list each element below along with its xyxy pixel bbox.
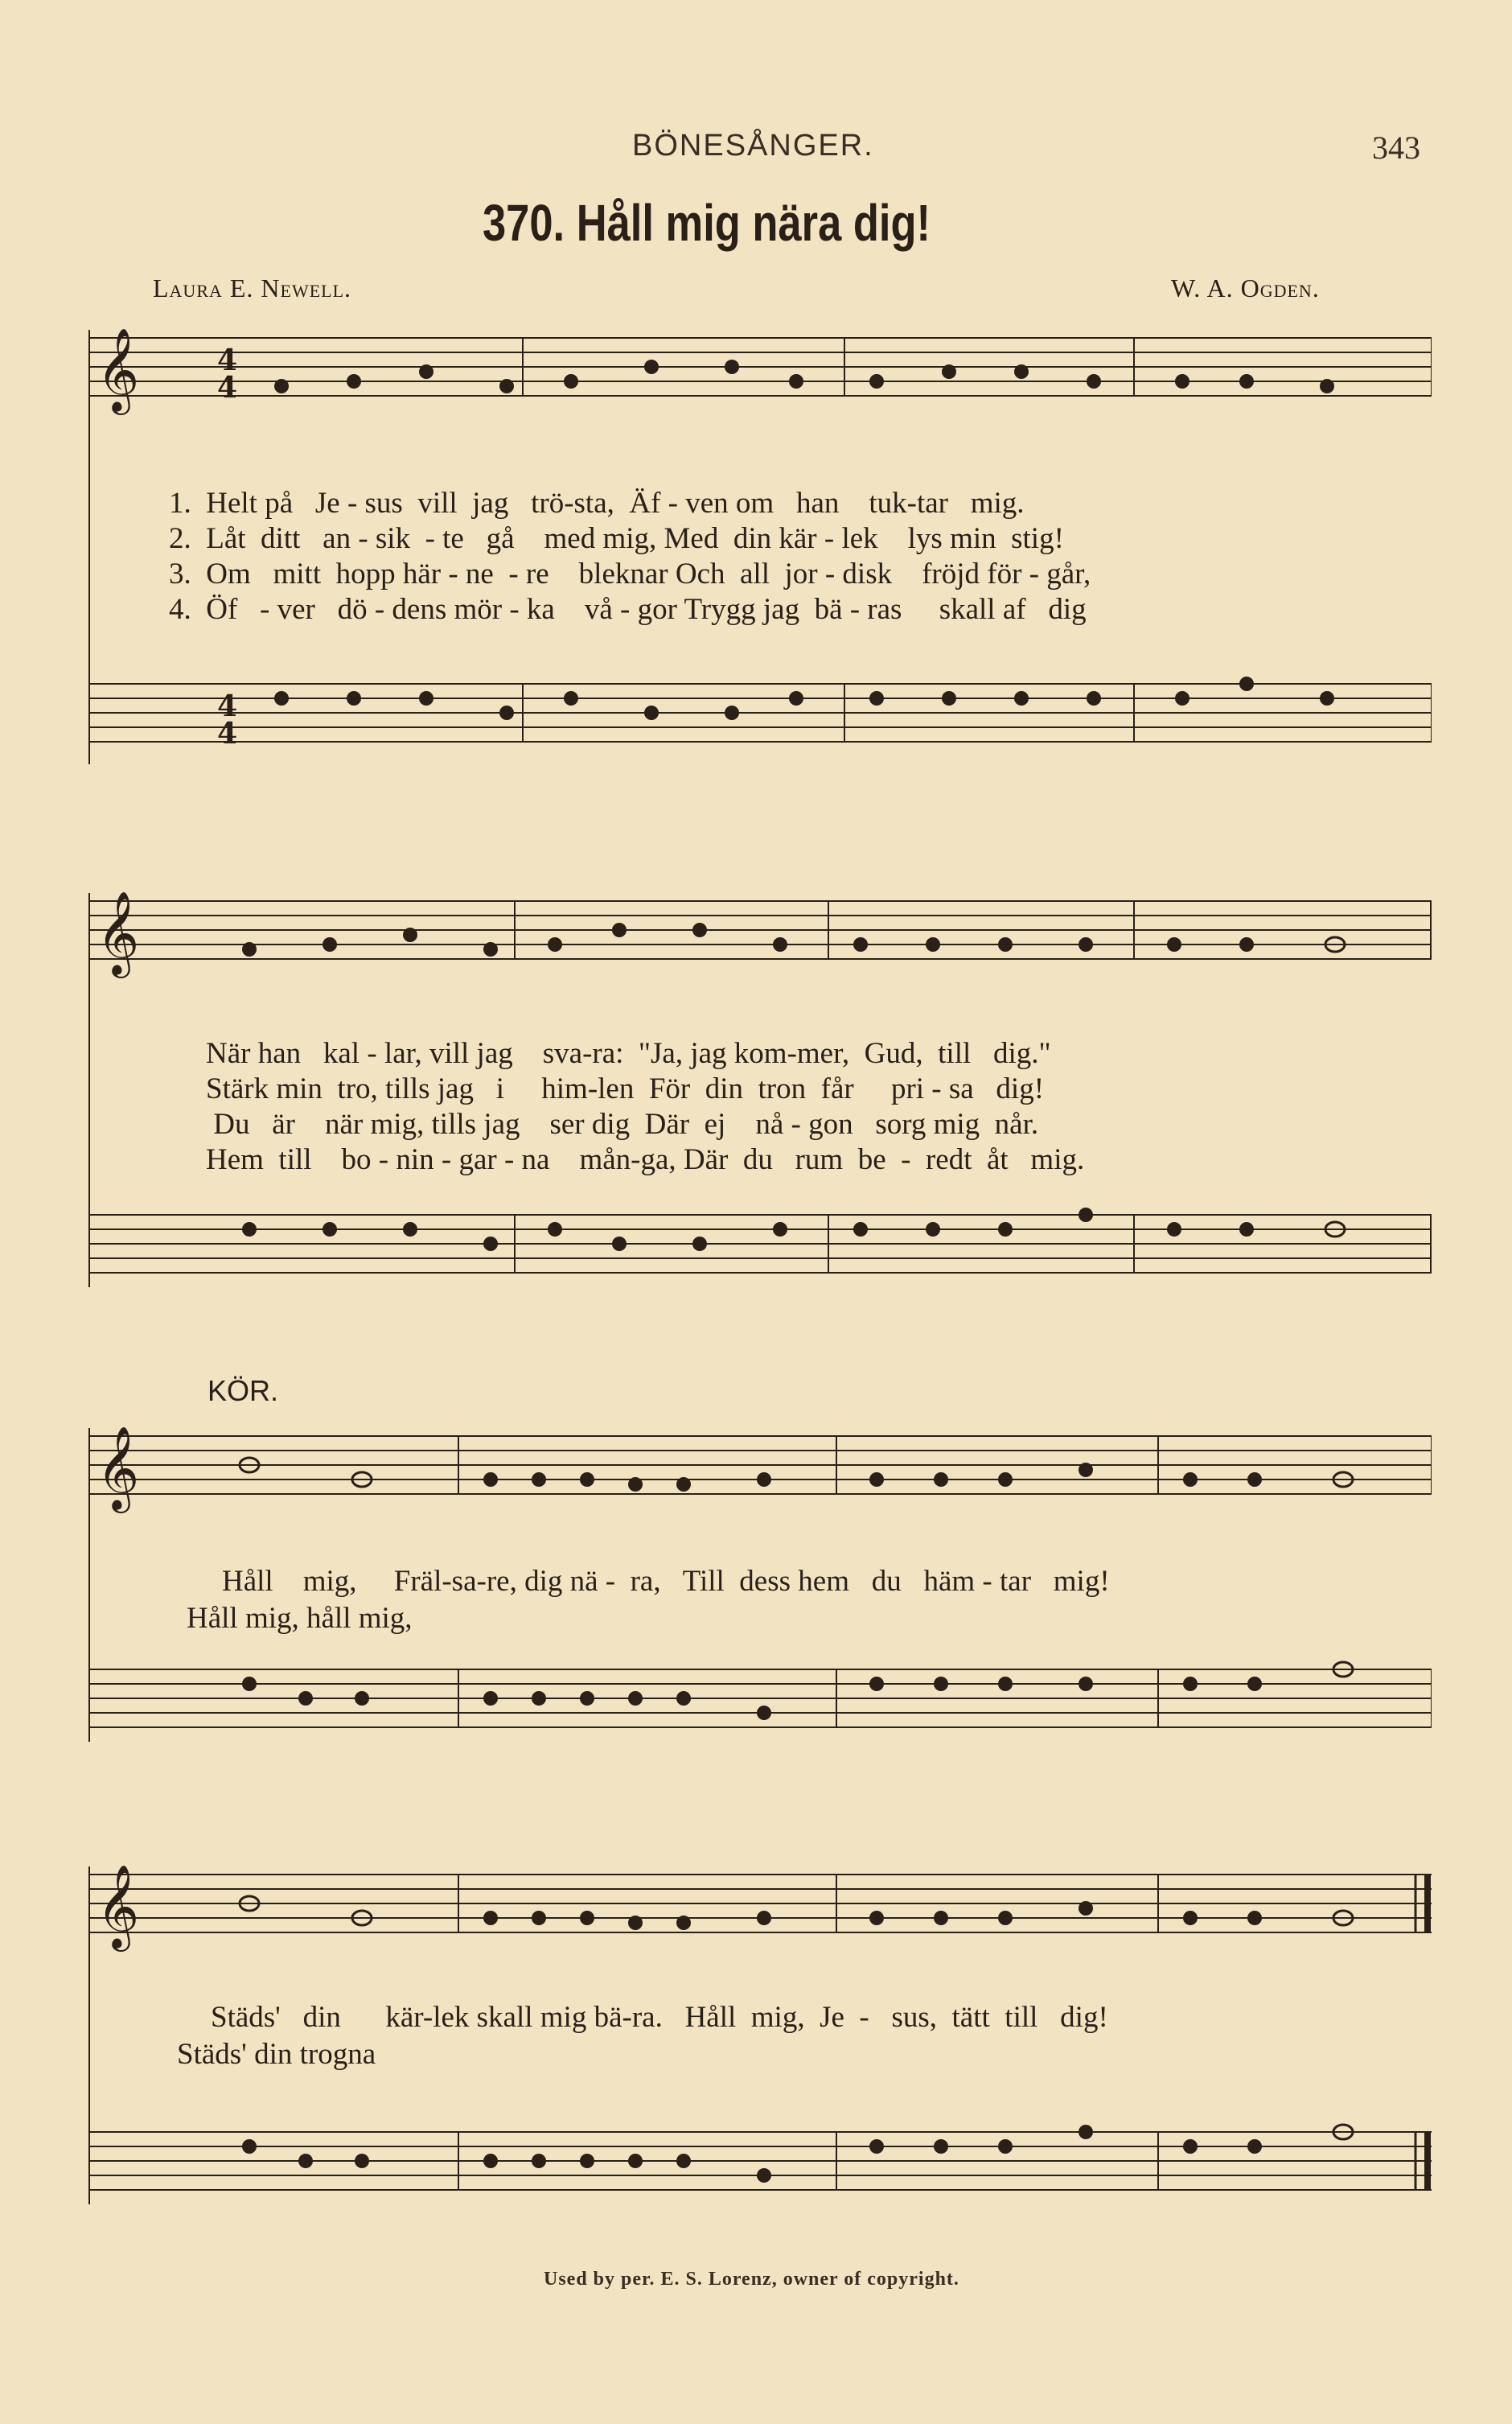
svg-text:𝄞: 𝄞 bbox=[97, 1864, 140, 1949]
section-header: BÖNESÅNGER. bbox=[632, 129, 874, 163]
hymn-title: 370. Håll mig nära dig! bbox=[483, 194, 931, 252]
chorus-label: KÖR. bbox=[207, 1374, 279, 1407]
svg-text:𝄞: 𝄞 bbox=[97, 891, 140, 975]
composer-credit: W. A. Ogden. bbox=[1171, 274, 1320, 302]
svg-text:4: 4 bbox=[217, 344, 238, 377]
chorus-line-1: Håll mig, Fräl-sa-re, dig nä - ra, Till dess hem du häm - tar mig! bbox=[222, 1565, 1110, 1598]
verse-1-line-1: 1. Helt på Je - sus vill jag trö-sta, Äf - ven om han tuk-tar mig. bbox=[169, 487, 1025, 520]
chorus-line-1-alt: Håll mig, håll mig, bbox=[187, 1602, 413, 1635]
verse-2-line-1: 2. Låt ditt an - sik - te gå med mig, Med din kär - lek lys min stig! bbox=[169, 522, 1064, 555]
chorus-line-2: Städs' din kär-lek skall mig bä-ra. Håll mig, Je - sus, tätt till dig! bbox=[211, 2001, 1108, 2034]
svg-text:4: 4 bbox=[217, 689, 238, 723]
svg-text:4: 4 bbox=[217, 371, 238, 405]
verse-3-line-2: Du är när mig, tills jag ser dig Där ej nå - gon sorg mig når. bbox=[206, 1108, 1039, 1141]
page-number: 343 bbox=[1372, 130, 1420, 166]
chorus-line-2-alt: Städs' din trogna bbox=[177, 2038, 376, 2071]
verse-1-line-2: När han kal - lar, vill jag sva-ra: "Ja, jag kom-mer, Gud, till dig." bbox=[206, 1037, 1051, 1070]
copyright-footnote: Used by per. E. S. Lorenz, owner of copyright. bbox=[544, 2269, 959, 2290]
verse-4-line-2: Hem till bo - nin - gar - na mån-ga, Där du rum be - redt åt mig. bbox=[206, 1143, 1085, 1176]
author-credit: Laura E. Newell. bbox=[153, 274, 352, 302]
verse-3-line-1: 3. Om mitt hopp här - ne - re bleknar Och all jor - disk fröjd för - går, bbox=[169, 558, 1091, 591]
verse-2-line-2: Stärk min tro, tills jag i him-len För din tron får pri - sa dig! bbox=[206, 1072, 1045, 1105]
verse-4-line-1: 4. Öf - ver dö - dens mör - ka vå - gor Trygg jag bä - ras skall af dig bbox=[169, 593, 1087, 626]
svg-text:4: 4 bbox=[217, 717, 238, 751]
svg-text:𝄞: 𝄞 bbox=[97, 327, 140, 412]
svg-text:𝄞: 𝄞 bbox=[97, 1426, 140, 1510]
